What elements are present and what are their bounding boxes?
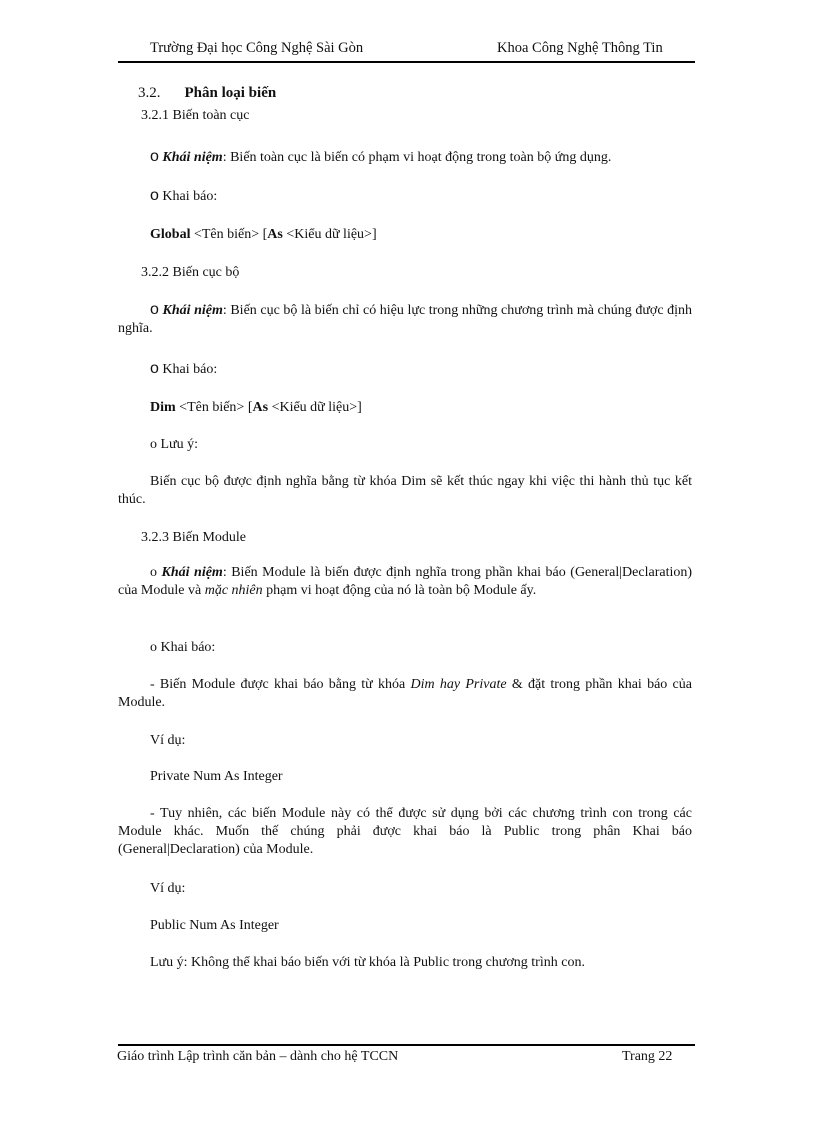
section-title (138, 85, 276, 102)
local-note-label: o Lưu ý: (150, 437, 199, 452)
bullet-icon: o (150, 301, 159, 318)
section-title-text: Phân loại biến (184, 85, 277, 101)
final-note: Lưu ý: Không thể khai báo biến với từ khóa là Public trong chương trình con. (150, 955, 585, 970)
concept-text: : Biến toàn cục là biến có phạm vi hoạt động trong toàn bộ ứng dụng. (222, 150, 612, 165)
syntax-keyword: Dim (150, 400, 176, 415)
footer-book-title: Giáo trình Lập trình căn bản – dành cho hệ TCCN (117, 1049, 399, 1064)
example-label: Ví dụ: (150, 881, 186, 896)
local-decl-line (150, 360, 217, 378)
bullet-icon: o (150, 148, 159, 165)
bullet-icon: o (150, 360, 159, 377)
footer-rule (118, 1044, 695, 1046)
syntax-end: <Kiểu dữ liệu>] (268, 400, 362, 415)
p1-text-a: - Biến Module được khai báo bằng từ khóa (150, 677, 411, 692)
syntax-mid: <Tên biến> [ (175, 400, 253, 415)
subsection-heading-module: 3.2.3 Biến Module (141, 530, 246, 545)
concept-label: Khái niệm (162, 150, 223, 165)
example-code: Private Num As Integer (150, 769, 283, 784)
bullet-icon: o (150, 187, 159, 204)
bullet-icon: o (150, 565, 162, 580)
syntax-end: <Kiểu dữ liệu>] (282, 227, 377, 242)
subsection-heading-local: 3.2.2 Biến cục bộ (141, 265, 240, 280)
concept-text-a: : Biến Module là biến được định nghĩa trong phần khai báo (General|Declaration) của Module và (118, 565, 693, 598)
header-rule (118, 61, 695, 63)
module-decl-label: o Khai báo: (150, 640, 216, 655)
example-code: Public Num As Integer (150, 918, 279, 933)
local-syntax-line (150, 399, 362, 416)
syntax-as: As (267, 227, 283, 242)
module-decl-paragraph (118, 676, 692, 712)
example-label: Ví dụ: (150, 733, 186, 748)
global-decl-line (150, 187, 217, 205)
decl-label: Khai báo: (162, 189, 218, 204)
module-public-paragraph: - Tuy nhiên, các biến Module này có thể được sử dụng bởi các chương trình con trong các Module khác. Muốn thế chúng phải được khai báo là Public trong phân Khai báo (General|Declaration) của Module. (118, 806, 692, 857)
header-faculty-name: Khoa Công Nghệ Thông Tin (497, 40, 663, 56)
concept-label: Khái niệm (162, 303, 223, 318)
syntax-mid: <Tên biến> [ (190, 227, 268, 242)
subsection-heading-global: 3.2.1 Biến toàn cục (141, 108, 250, 123)
p1-text-b: & đặt trong phần khai báo của Module. (118, 677, 692, 710)
syntax-keyword: Global (150, 227, 191, 242)
page-number: Trang 22 (622, 1049, 673, 1064)
concept-italic: mặc nhiên (204, 583, 263, 598)
p1-italic: Dim hay Private (410, 677, 507, 692)
local-concept-paragraph (118, 301, 692, 338)
concept-label: Khái niệm (161, 565, 223, 580)
syntax-as: As (252, 400, 269, 415)
header-school-name: Trường Đại học Công Nghệ Sài Gòn (150, 40, 364, 56)
module-concept-paragraph (118, 564, 692, 600)
local-note-paragraph: Biến cục bộ được định nghĩa bằng từ khóa Dim sẽ kết thúc ngay khi việc thi hành thủ tục kết thúc. (118, 474, 692, 507)
section-number: 3.2. (138, 85, 161, 101)
concept-text: : Biến cục bộ là biến chỉ có hiệu lực trong những chương trình mà chúng được định nghĩa. (118, 303, 693, 336)
global-syntax-line (150, 226, 377, 243)
decl-label: Khai báo: (162, 362, 218, 377)
concept-text-b: phạm vi hoạt động của nó là toàn bộ Module ấy. (262, 583, 537, 598)
global-concept-line (150, 148, 611, 166)
